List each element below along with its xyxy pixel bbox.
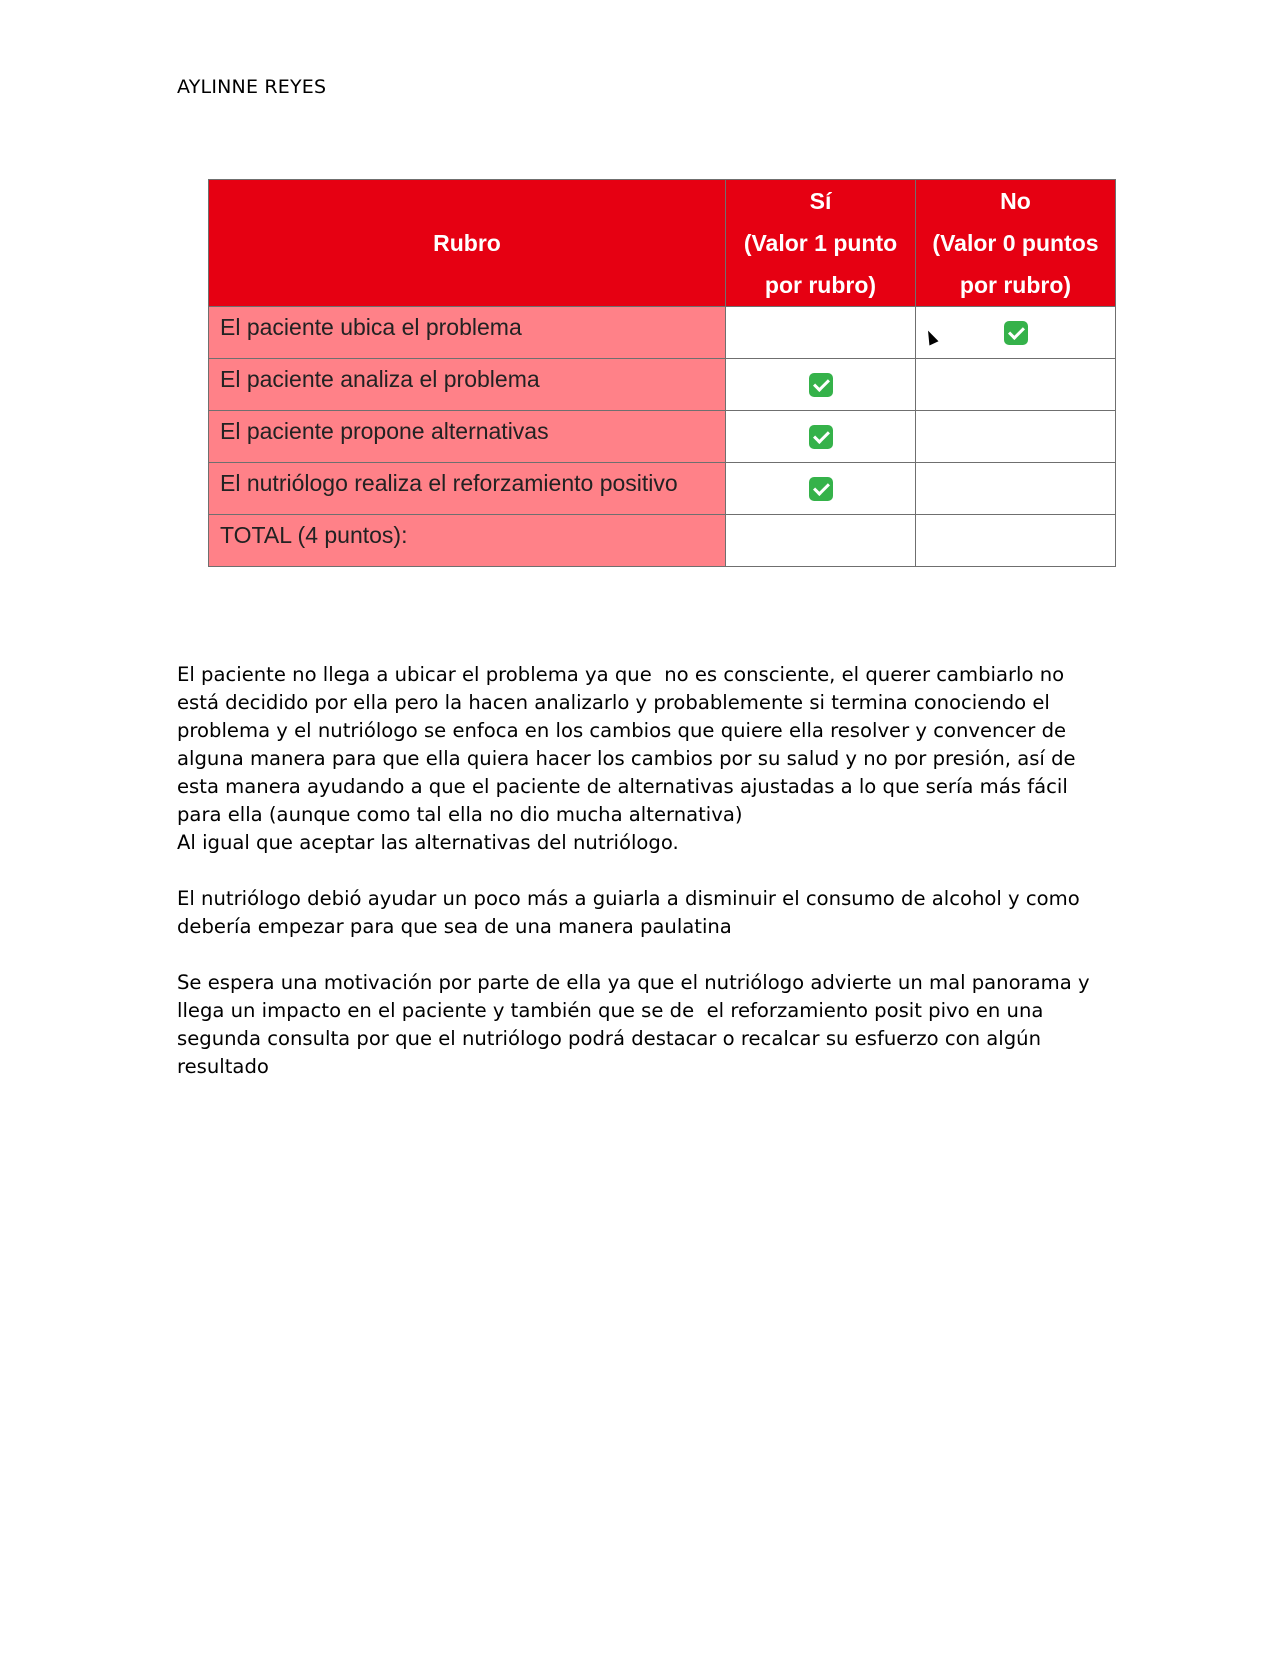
rubric-row [209, 359, 1116, 411]
rubric-cell-si [726, 515, 916, 567]
rubric-cell-si [726, 411, 916, 463]
rubric-row-label: El paciente analiza el problema [209, 359, 726, 411]
rubric-row [209, 463, 1116, 515]
paragraph-3: Se espera una motivación por parte de ella ya que el nutriólogo advierte un mal panorama y llega un impacto en el paciente y también que se de el reforzamiento posit pivo en una segunda consulta por que el nutriólogo podrá destacar o recalcar su esfuerzo con algún resultado [177, 971, 1096, 1078]
rubric-header-row [209, 180, 1116, 307]
rubric-cell-si [726, 359, 916, 411]
header-no: No (Valor 0 puntos por rubro) [916, 180, 1116, 307]
rubric-cell-no [916, 307, 1116, 359]
checkmark-icon [809, 373, 833, 397]
rubric-row-label: TOTAL (4 puntos): [209, 515, 726, 567]
paragraph-1: El paciente no llega a ubicar el problema ya que no es consciente, el querer cambiarlo no está decidido por ella pero la hacen analizarlo y probablemente si termina conociendo el problema y el nutriólogo se enfoca en los cambios que quiere ella resolver y convencer de alguna manera para que ella quiera hacer los cambios por su salud y no por presión, así de esta manera ayudando a que el paciente de alternativas ajustadas a lo que sería más fácil para ella (aunque como tal ella no dio mucha alternativa) Al igual que aceptar las alternativas del nutriólogo. [177, 663, 1076, 854]
rubric-cell-no [916, 359, 1116, 411]
rubric-cell-no [916, 515, 1116, 567]
rubric-cell-no [916, 411, 1116, 463]
rubric-row-label: El paciente propone alternativas [209, 411, 726, 463]
rubric-row [209, 411, 1116, 463]
rubric-row-label: El nutriólogo realiza el reforzamiento positivo [209, 463, 726, 515]
checkmark-icon [809, 477, 833, 501]
header-si: Sí (Valor 1 punto por rubro) [726, 180, 916, 307]
rubric-cell-no [916, 463, 1116, 515]
checkmark-icon [809, 425, 833, 449]
rubric-cell-si [726, 307, 916, 359]
rubric-row [209, 515, 1116, 567]
paragraph-2: El nutriólogo debió ayudar un poco más a guiarla a disminuir el consumo de alcohol y como debería empezar para que sea de una manera paulatina [177, 887, 1086, 938]
rubric-body [209, 307, 1116, 567]
header-rubro: Rubro [209, 180, 726, 307]
rubric-cell-si [726, 463, 916, 515]
rubric-table [208, 179, 1116, 567]
rubric-row [209, 307, 1116, 359]
rubric-row-label: El paciente ubica el problema [209, 307, 726, 359]
commentary [177, 661, 1097, 1109]
author-name: AYLINNE REYES [177, 76, 327, 98]
checkmark-icon [1004, 321, 1028, 345]
